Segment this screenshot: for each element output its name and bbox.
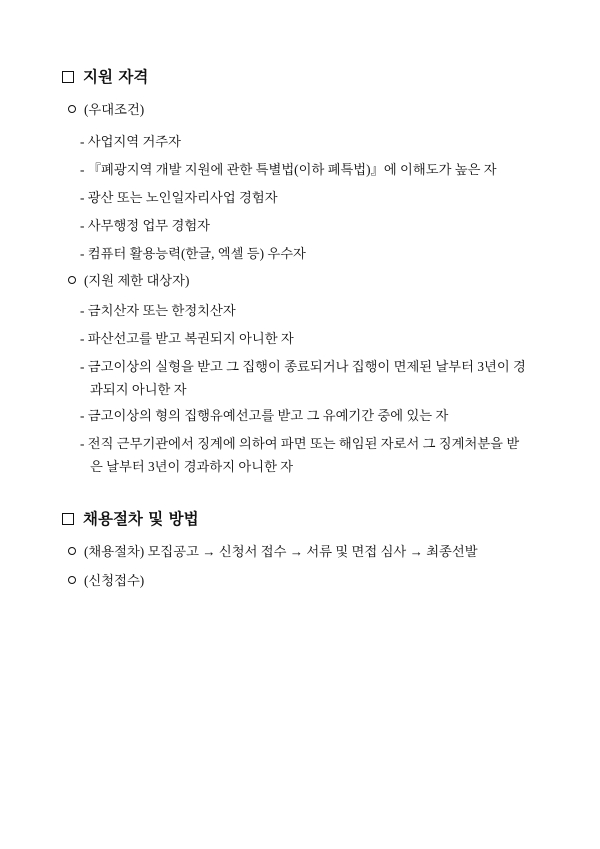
section-heading-text: 지원 자격 bbox=[83, 68, 149, 86]
list-item-text: - 금고이상의 실형을 받고 그 집행이 종료되거나 집행이 면제된 날부터 3년이 경 bbox=[80, 359, 526, 374]
circle-bullet-icon bbox=[68, 105, 76, 113]
list-item-text: - 금치산자 또는 한정치산자 bbox=[80, 303, 236, 318]
square-bullet-icon bbox=[62, 71, 74, 83]
list-item bbox=[80, 432, 550, 478]
list-item-text: - 파산선고를 받고 복권되지 아니한 자 bbox=[80, 331, 294, 346]
circle-bullet-icon bbox=[68, 547, 76, 555]
list-item-continuation: 과되지 아니한 자 bbox=[90, 382, 187, 397]
group-label: (신청접수) bbox=[84, 573, 145, 588]
list-item bbox=[80, 186, 550, 209]
circle-bullet-icon bbox=[68, 276, 76, 284]
list-item bbox=[80, 327, 550, 350]
list-item bbox=[80, 242, 550, 265]
section-heading-text: 채용절차 및 방법 bbox=[83, 510, 199, 528]
list-item bbox=[80, 299, 550, 322]
group-label: (우대조건) bbox=[84, 102, 145, 117]
list-item-continuation: 은 날부터 3년이 경과하지 아니한 자 bbox=[90, 459, 294, 474]
group-hiring-procedure bbox=[68, 543, 478, 561]
group-application-submission bbox=[68, 572, 144, 590]
section-heading-eligibility bbox=[62, 67, 148, 87]
list-item bbox=[80, 158, 550, 181]
list-item-text: - 금고이상의 형의 집행유예선고를 받고 그 유예기간 중에 있는 자 bbox=[80, 408, 449, 423]
list-item-text: - 사무행정 업무 경험자 bbox=[80, 218, 211, 233]
square-bullet-icon bbox=[62, 513, 74, 525]
section-heading-hiring-process bbox=[62, 509, 199, 529]
group-label: (채용절차) 모집공고 → 신청서 접수 → 서류 및 면접 심사 → 최종선발 bbox=[84, 544, 478, 559]
list-item bbox=[80, 355, 550, 401]
list-item bbox=[80, 214, 550, 237]
list-item-text: - 광산 또는 노인일자리사업 경험자 bbox=[80, 190, 278, 205]
list-item bbox=[80, 130, 550, 153]
list-item-text: - 전직 근무기관에서 징계에 의하여 파면 또는 해임된 자로서 그 징계처분을 받 bbox=[80, 436, 520, 451]
list-item-text: - 사업지역 거주자 bbox=[80, 134, 181, 149]
list-item-text: - 『폐광지역 개발 지원에 관한 특별법(이하 폐특법)』에 이해도가 높은 자 bbox=[80, 162, 497, 177]
list-item bbox=[80, 404, 550, 427]
group-restricted-applicants bbox=[68, 272, 189, 290]
circle-bullet-icon bbox=[68, 576, 76, 584]
list-item-text: - 컴퓨터 활용능력(한글, 엑셀 등) 우수자 bbox=[80, 246, 306, 261]
group-label: (지원 제한 대상자) bbox=[84, 273, 190, 288]
group-preferred-conditions bbox=[68, 101, 144, 119]
